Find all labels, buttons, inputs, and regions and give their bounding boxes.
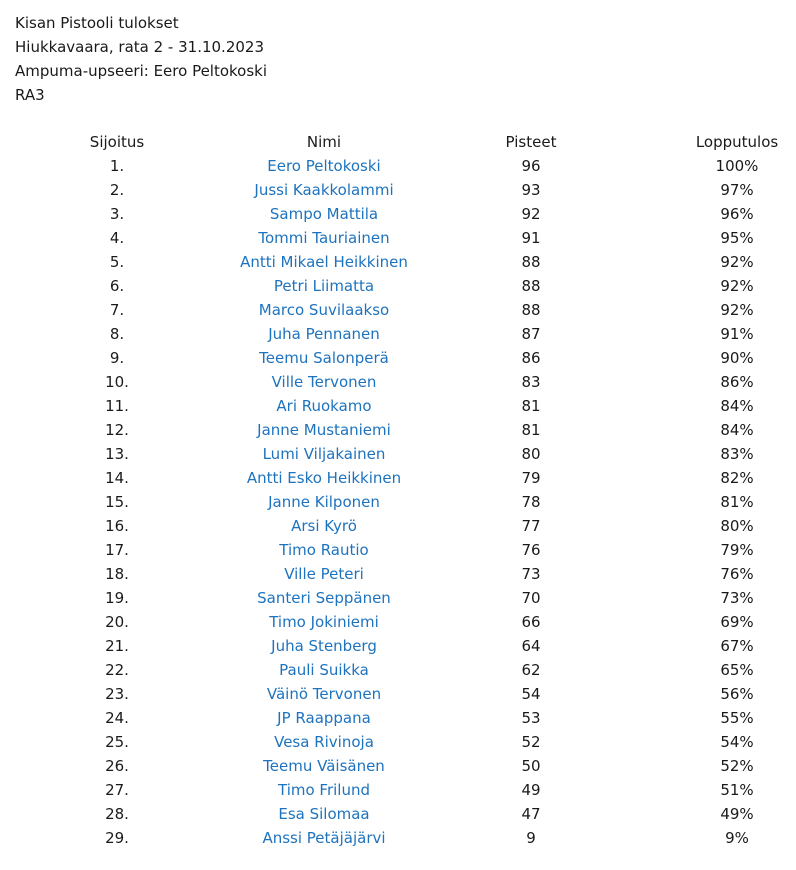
table-row — [14, 682, 796, 706]
table-row — [14, 154, 796, 178]
table-row — [14, 370, 796, 394]
competitor-name-link[interactable]: Lumi Viljakainen — [262, 445, 386, 463]
result-percent-cell: 81% — [720, 493, 754, 511]
placement-cell: 21. — [105, 637, 129, 655]
result-percent-cell: 56% — [720, 685, 754, 703]
points-cell: 9 — [526, 829, 536, 847]
placement-cell: 14. — [105, 469, 129, 487]
competitor-name-link[interactable]: Juha Pennanen — [268, 325, 380, 343]
table-row — [14, 466, 796, 490]
table-row — [14, 202, 796, 226]
placement-cell: 12. — [105, 421, 129, 439]
result-percent-cell: 90% — [720, 349, 754, 367]
result-percent-cell: 96% — [720, 205, 754, 223]
result-percent-cell: 86% — [720, 373, 754, 391]
points-cell: 50 — [521, 757, 541, 775]
placement-cell: 7. — [109, 301, 125, 319]
points-cell: 81 — [521, 421, 541, 439]
table-row — [14, 826, 796, 850]
table-header-row — [14, 130, 796, 154]
competitor-name-link[interactable]: Ville Tervonen — [271, 373, 377, 391]
result-percent-cell: 92% — [720, 277, 754, 295]
points-cell: 79 — [521, 469, 541, 487]
placement-cell: 3. — [109, 205, 125, 223]
results-body — [14, 154, 796, 850]
table-row — [14, 802, 796, 826]
competitor-name-link[interactable]: Janne Kilponen — [268, 493, 380, 511]
column-header-points: Pisteet — [505, 133, 557, 151]
result-percent-cell: 83% — [720, 445, 754, 463]
competitor-name-link[interactable]: Ville Peteri — [284, 565, 364, 583]
table-row — [14, 274, 796, 298]
table-row — [14, 514, 796, 538]
table-row — [14, 346, 796, 370]
result-percent-cell: 97% — [720, 181, 754, 199]
competitor-name-link[interactable]: Timo Frilund — [278, 781, 370, 799]
page-title: Kisan Pistooli tulokset — [15, 14, 179, 32]
points-cell: 73 — [521, 565, 541, 583]
table-row — [14, 418, 796, 442]
placement-cell: 25. — [105, 733, 129, 751]
column-header-placement: Sijoitus — [89, 133, 145, 151]
points-cell: 64 — [521, 637, 541, 655]
placement-cell: 22. — [105, 661, 129, 679]
placement-cell: 2. — [109, 181, 125, 199]
competitor-name-link[interactable]: Antti Esko Heikkinen — [246, 469, 402, 487]
result-percent-cell: 92% — [720, 301, 754, 319]
competitor-name-link[interactable]: Vesa Rivinoja — [274, 733, 374, 751]
results-table — [14, 130, 796, 850]
placement-cell: 13. — [105, 445, 129, 463]
competitor-name-link[interactable]: Timo Rautio — [279, 541, 369, 559]
competitor-name-link[interactable]: Teemu Väisänen — [263, 757, 385, 775]
competitor-name-link[interactable]: Eero Peltokoski — [267, 157, 381, 175]
placement-cell: 9. — [109, 349, 125, 367]
competitor-name-link[interactable]: Marco Suvilaakso — [258, 301, 390, 319]
result-percent-cell: 65% — [720, 661, 754, 679]
table-row — [14, 538, 796, 562]
result-percent-cell: 79% — [720, 541, 754, 559]
competitor-name-link[interactable]: Pauli Suikka — [279, 661, 369, 679]
placement-cell: 1. — [109, 157, 125, 175]
points-cell: 88 — [521, 253, 541, 271]
points-cell: 91 — [521, 229, 541, 247]
placement-cell: 4. — [109, 229, 125, 247]
placement-cell: 16. — [105, 517, 129, 535]
table-row — [14, 226, 796, 250]
result-percent-cell: 84% — [720, 421, 754, 439]
placement-cell: 29. — [105, 829, 129, 847]
competitor-name-link[interactable]: Jussi Kaakkolammi — [254, 181, 394, 199]
result-percent-cell: 9% — [725, 829, 749, 847]
table-row — [14, 706, 796, 730]
points-cell: 92 — [521, 205, 541, 223]
result-percent-cell: 92% — [720, 253, 754, 271]
result-percent-cell: 91% — [720, 325, 754, 343]
competitor-name-link[interactable]: Esa Silomaa — [278, 805, 370, 823]
table-row — [14, 754, 796, 778]
competitor-name-link[interactable]: Anssi Petäjäjärvi — [262, 829, 386, 847]
placement-cell: 20. — [105, 613, 129, 631]
points-cell: 49 — [521, 781, 541, 799]
result-percent-cell: 49% — [720, 805, 754, 823]
table-row — [14, 586, 796, 610]
table-row — [14, 730, 796, 754]
points-cell: 77 — [521, 517, 541, 535]
table-row — [14, 658, 796, 682]
points-cell: 96 — [521, 157, 541, 175]
table-row — [14, 298, 796, 322]
placement-cell: 24. — [105, 709, 129, 727]
points-cell: 88 — [521, 277, 541, 295]
points-cell: 52 — [521, 733, 541, 751]
points-cell: 76 — [521, 541, 541, 559]
placement-cell: 17. — [105, 541, 129, 559]
result-percent-cell: 84% — [720, 397, 754, 415]
placement-cell: 28. — [105, 805, 129, 823]
result-percent-cell: 82% — [720, 469, 754, 487]
competitor-name-link[interactable]: Janne Mustaniemi — [257, 421, 391, 439]
competitor-name-link[interactable]: Antti Mikael Heikkinen — [240, 253, 408, 271]
competitor-name-link[interactable]: Santeri Seppänen — [257, 589, 391, 607]
points-cell: 66 — [521, 613, 541, 631]
placement-cell: 11. — [105, 397, 129, 415]
table-row — [14, 634, 796, 658]
result-percent-cell: 52% — [720, 757, 754, 775]
event-location-date: Hiukkavaara, rata 2 - 31.10.2023 — [15, 38, 264, 56]
placement-cell: 6. — [109, 277, 125, 295]
points-cell: 47 — [521, 805, 541, 823]
competitor-name-link[interactable]: Teemu Salonperä — [259, 349, 389, 367]
points-cell: 80 — [521, 445, 541, 463]
placement-cell: 23. — [105, 685, 129, 703]
competition-class: RA3 — [15, 86, 45, 104]
result-percent-cell: 51% — [720, 781, 754, 799]
table-row — [14, 250, 796, 274]
result-percent-cell: 54% — [720, 733, 754, 751]
placement-cell: 10. — [105, 373, 129, 391]
placement-cell: 18. — [105, 565, 129, 583]
result-percent-cell: 95% — [720, 229, 754, 247]
table-row — [14, 322, 796, 346]
placement-cell: 15. — [105, 493, 129, 511]
competitor-name-link[interactable]: Väinö Tervonen — [266, 685, 382, 703]
column-header-name: Nimi — [306, 133, 342, 151]
competitor-name-link[interactable]: Sampo Mattila — [269, 205, 379, 223]
points-cell: 62 — [521, 661, 541, 679]
competitor-name-link[interactable]: Juha Stenberg — [271, 637, 377, 655]
table-row — [14, 562, 796, 586]
points-cell: 87 — [521, 325, 541, 343]
column-header-result: Lopputulos — [695, 133, 779, 151]
result-percent-cell: 67% — [720, 637, 754, 655]
points-cell: 70 — [521, 589, 541, 607]
points-cell: 86 — [521, 349, 541, 367]
result-percent-cell: 73% — [720, 589, 754, 607]
competitor-name-link[interactable]: Petri Liimatta — [273, 277, 375, 295]
table-row — [14, 394, 796, 418]
result-percent-cell: 76% — [720, 565, 754, 583]
points-cell: 81 — [521, 397, 541, 415]
results-header — [15, 11, 267, 107]
range-officer: Ampuma-upseeri: Eero Peltokoski — [15, 62, 268, 80]
competitor-name-link[interactable]: Ari Ruokamo — [276, 397, 372, 415]
table-row — [14, 778, 796, 802]
placement-cell: 27. — [105, 781, 129, 799]
placement-cell: 19. — [105, 589, 129, 607]
points-cell: 83 — [521, 373, 541, 391]
competitor-name-link[interactable]: Tommi Tauriainen — [258, 229, 390, 247]
table-row — [14, 610, 796, 634]
table-row — [14, 178, 796, 202]
placement-cell: 26. — [105, 757, 129, 775]
placement-cell: 5. — [109, 253, 125, 271]
table-row — [14, 442, 796, 466]
points-cell: 54 — [521, 685, 541, 703]
points-cell: 53 — [521, 709, 541, 727]
result-percent-cell: 55% — [720, 709, 754, 727]
points-cell: 93 — [521, 181, 541, 199]
result-percent-cell: 69% — [720, 613, 754, 631]
competitor-name-link[interactable]: JP Raappana — [277, 709, 371, 727]
result-percent-cell: 100% — [715, 157, 759, 175]
competitor-name-link[interactable]: Arsi Kyrö — [291, 517, 357, 535]
result-percent-cell: 80% — [720, 517, 754, 535]
table-row — [14, 490, 796, 514]
placement-cell: 8. — [109, 325, 125, 343]
points-cell: 88 — [521, 301, 541, 319]
competitor-name-link[interactable]: Timo Jokiniemi — [269, 613, 379, 631]
points-cell: 78 — [521, 493, 541, 511]
